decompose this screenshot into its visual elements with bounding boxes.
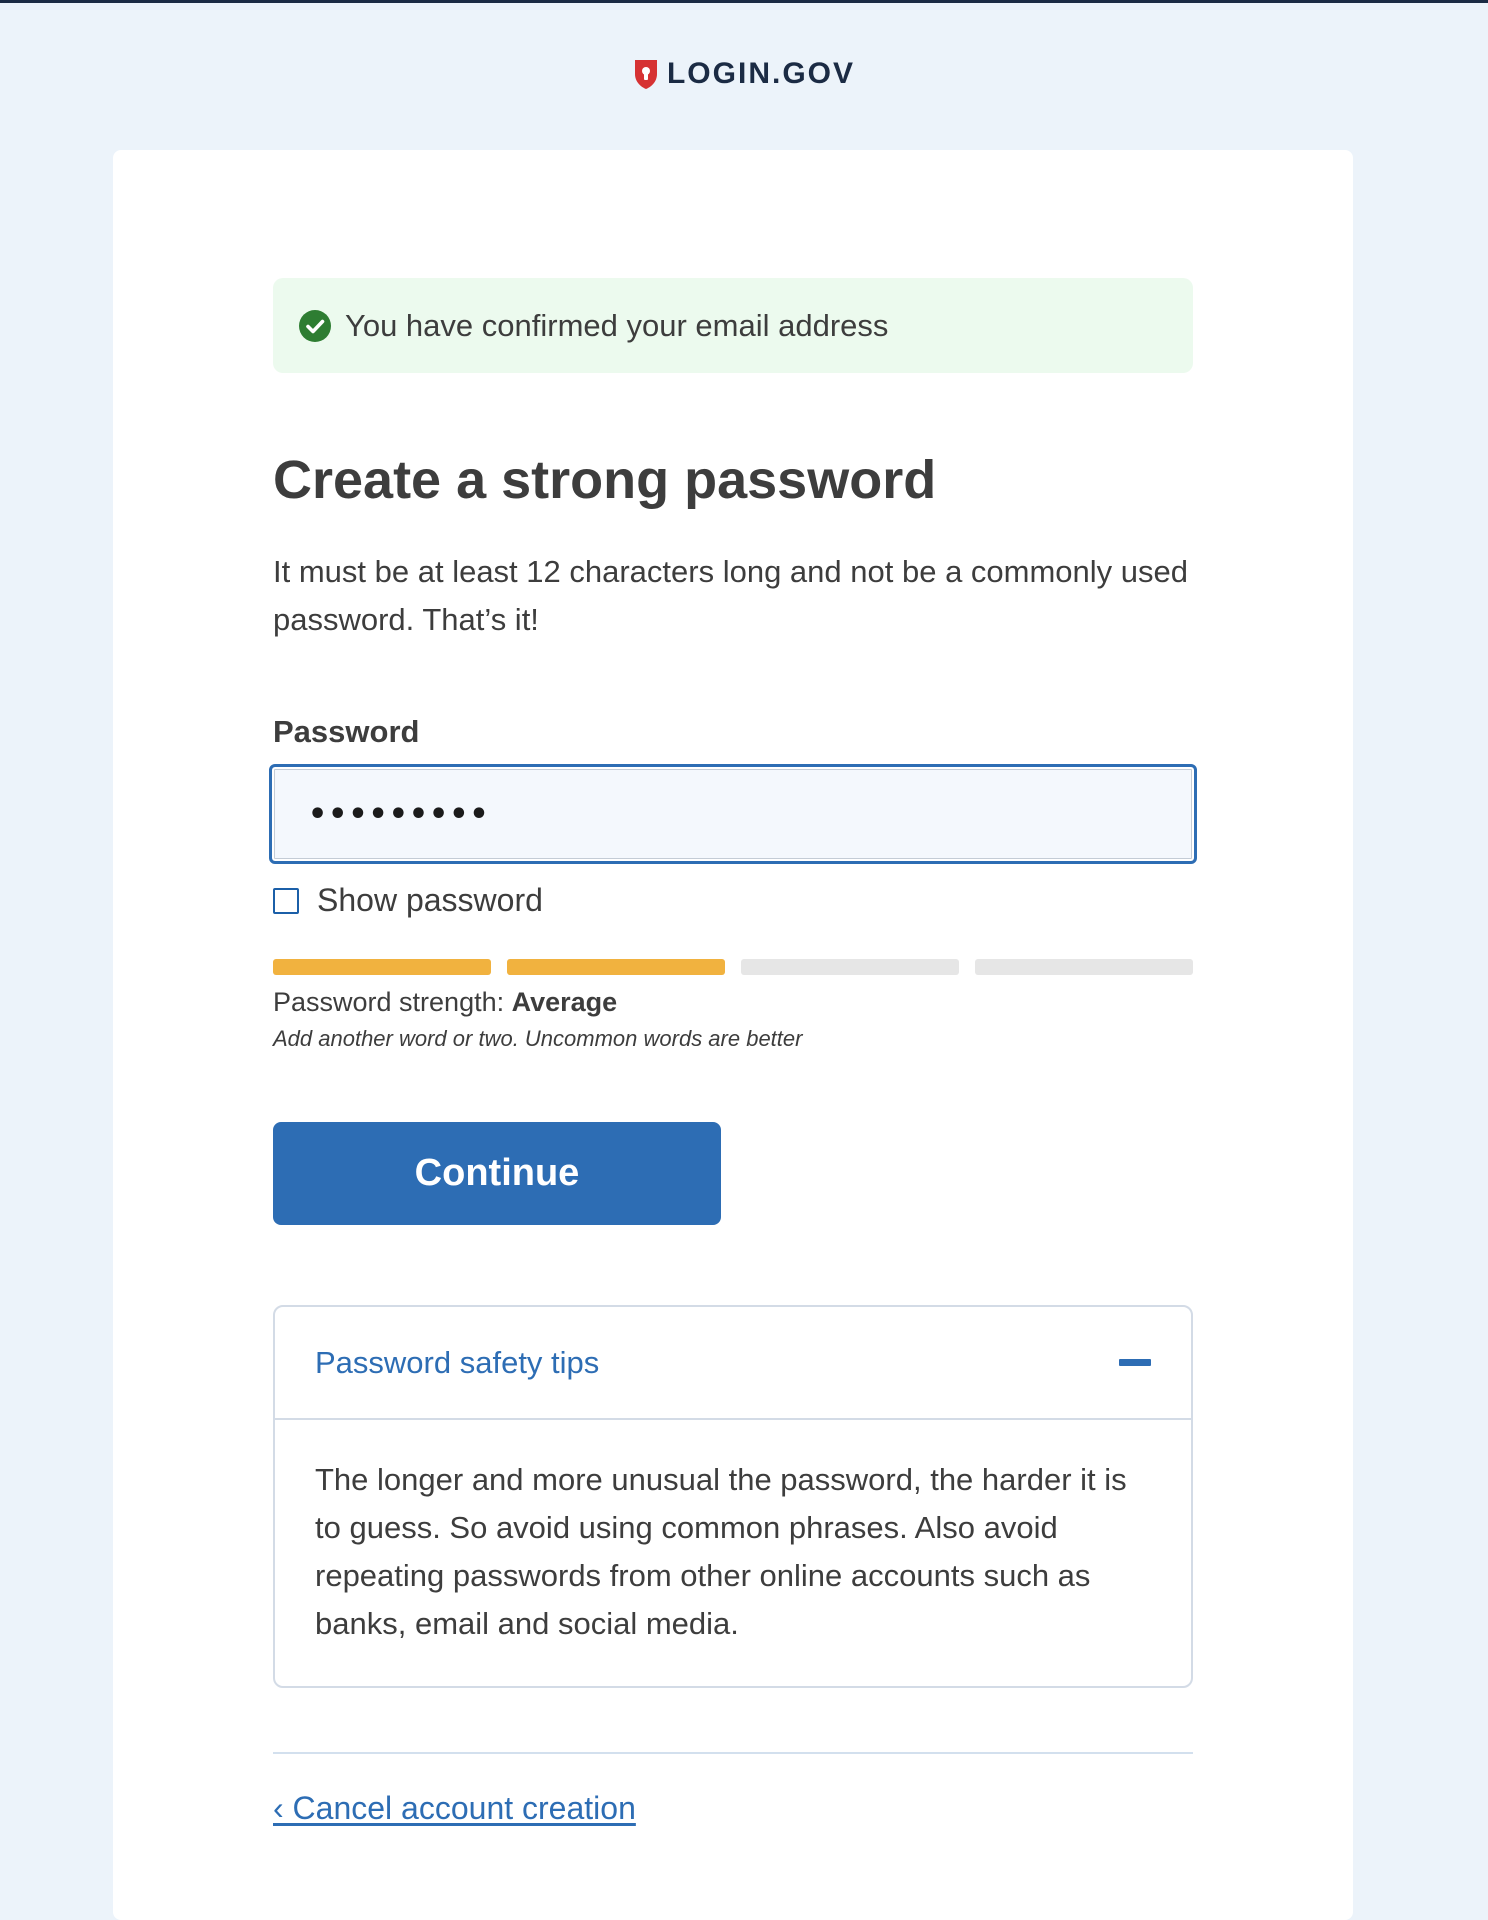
divider: [273, 1752, 1193, 1754]
strength-hint: Add another word or two. Uncommon words are better: [273, 1026, 803, 1052]
password-input[interactable]: [269, 764, 1197, 864]
cancel-account-link[interactable]: ‹ Cancel account creation: [273, 1790, 636, 1827]
strength-bar-3: [741, 959, 959, 975]
strength-bar-4: [975, 959, 1193, 975]
site-header: [0, 57, 1488, 91]
check-circle-icon: [299, 310, 331, 342]
strength-value: Average: [511, 987, 618, 1018]
continue-button[interactable]: Continue: [273, 1122, 721, 1225]
intro-text: It must be at least 12 characters long and not be a commonly used password. That’s it!: [273, 554, 1189, 638]
accordion-body: The longer and more unusual the password, the harder it is to guess. So avoid using common phrases. Also avoid repeating passwords from other online accounts such as banks, email and social media.: [315, 1462, 1127, 1642]
strength-meter: [273, 959, 1193, 975]
shield-lock-icon: [633, 58, 659, 90]
show-password-checkbox[interactable]: [273, 888, 299, 914]
password-label: Password: [273, 714, 420, 750]
strength-label: Password strength:: [273, 987, 512, 1018]
accordion-header[interactable]: [275, 1307, 1191, 1420]
main-card: [113, 150, 1353, 1920]
strength-bar-1: [273, 959, 491, 975]
show-password-row[interactable]: [273, 882, 1193, 919]
success-alert: [273, 278, 1193, 373]
alert-message: You have confirmed your email address: [345, 307, 889, 343]
minus-icon[interactable]: [1119, 1359, 1151, 1366]
logo-text: LOGIN.GOV: [666, 57, 855, 90]
strength-bar-2: [507, 959, 725, 975]
page-title: Create a strong password: [273, 450, 937, 510]
password-tips-accordion: [273, 1305, 1193, 1688]
accordion-title[interactable]: Password safety tips: [315, 1344, 600, 1380]
card-content: [273, 278, 1193, 1827]
strength-text: [273, 987, 1193, 1018]
show-password-label[interactable]: Show password: [317, 882, 543, 919]
